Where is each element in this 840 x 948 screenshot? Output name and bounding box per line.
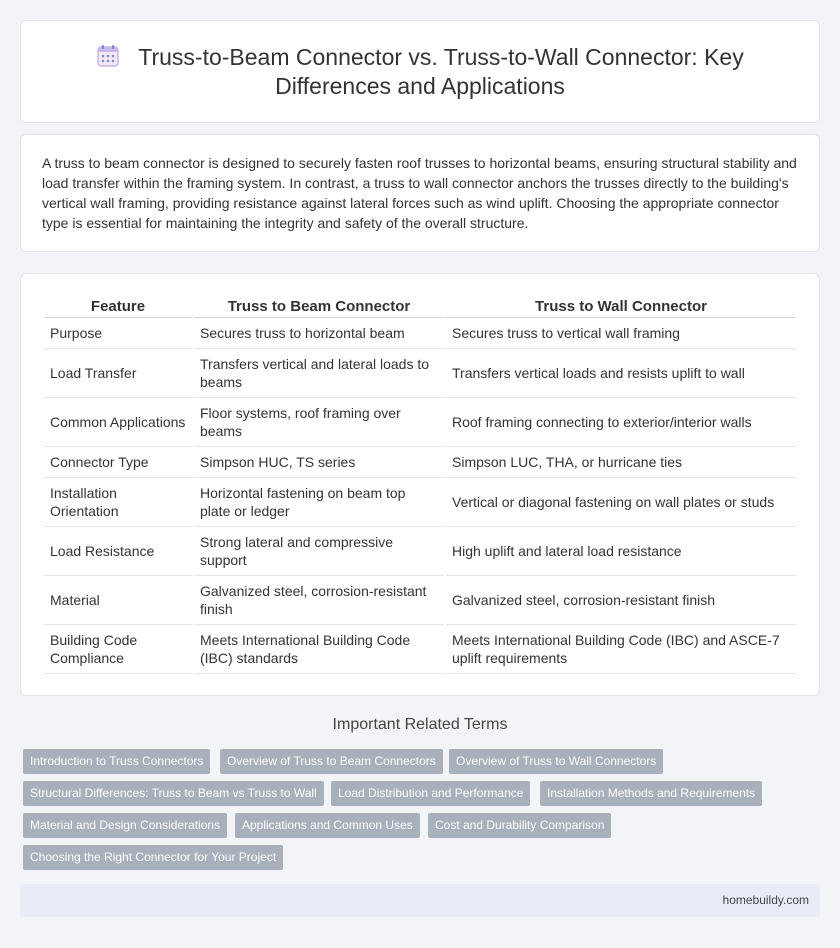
related-term-tag[interactable]: Structural Differences: Truss to Beam vs Truss to Wall bbox=[23, 781, 324, 806]
table-row bbox=[44, 576, 796, 625]
beam-cell: Meets International Building Code (IBC) standards bbox=[194, 625, 444, 674]
wall-cell: Vertical or diagonal fastening on wall plates or studs bbox=[446, 478, 796, 527]
comparison-table bbox=[42, 296, 798, 674]
beam-cell: Transfers vertical and lateral loads to beams bbox=[194, 349, 444, 398]
comparison-card bbox=[20, 273, 820, 696]
calendar-icon bbox=[96, 44, 120, 68]
beam-cell: Horizontal fastening on beam top plate or ledger bbox=[194, 478, 444, 527]
related-term-tag[interactable]: Material and Design Considerations bbox=[23, 813, 227, 838]
related-term-tag[interactable]: Overview of Truss to Beam Connectors bbox=[220, 749, 443, 774]
page-title bbox=[21, 43, 819, 101]
feature-cell: Load Resistance bbox=[44, 527, 192, 576]
header-feature: Feature bbox=[44, 296, 192, 318]
feature-cell: Common Applications bbox=[44, 398, 192, 447]
footer bbox=[20, 884, 820, 917]
related-term-tag[interactable]: Load Distribution and Performance bbox=[331, 781, 530, 806]
feature-cell: Material bbox=[44, 576, 192, 625]
feature-cell: Connector Type bbox=[44, 447, 192, 478]
related-term-tag[interactable]: Introduction to Truss Connectors bbox=[23, 749, 210, 774]
beam-cell: Secures truss to horizontal beam bbox=[194, 318, 444, 349]
related-term-tag[interactable]: Choosing the Right Connector for Your Project bbox=[23, 845, 283, 870]
related-term-tag[interactable]: Installation Methods and Requirements bbox=[540, 781, 762, 806]
table-row bbox=[44, 398, 796, 447]
beam-cell: Strong lateral and compressive support bbox=[194, 527, 444, 576]
table-row bbox=[44, 318, 796, 349]
table-row bbox=[44, 478, 796, 527]
related-term-tag[interactable]: Overview of Truss to Wall Connectors bbox=[449, 749, 663, 774]
wall-cell: Simpson LUC, THA, or hurricane ties bbox=[446, 447, 796, 478]
related-terms-title: Important Related Terms bbox=[332, 716, 508, 733]
beam-cell: Galvanized steel, corrosion-resistant finish bbox=[194, 576, 444, 625]
header-truss-to-wall: Truss to Wall Connector bbox=[446, 296, 796, 318]
feature-cell: Installation Orientation bbox=[44, 478, 192, 527]
beam-cell: Simpson HUC, TS series bbox=[194, 447, 444, 478]
wall-cell: Meets International Building Code (IBC) and ASCE-7 uplift requirements bbox=[446, 625, 796, 674]
footer-site[interactable]: homebuildy.com bbox=[722, 893, 809, 907]
intro-card bbox=[20, 134, 820, 252]
feature-cell: Load Transfer bbox=[44, 349, 192, 398]
related-term-tag[interactable]: Applications and Common Uses bbox=[235, 813, 420, 838]
wall-cell: High uplift and lateral load resistance bbox=[446, 527, 796, 576]
table-header-row bbox=[44, 296, 796, 318]
title-card bbox=[20, 20, 820, 123]
intro-paragraph: A truss to beam connector is designed to securely fasten roof trusses to horizontal beams, ensuring structural stability and load transfer within the framing system. In contrast, a truss to wall connector anchors the trusses directly to the building's vertical wall framing, providing resistance against lateral forces such as wind uplift. Choosing the appropriate connector type is essential for maintaining the integrity and safety of the overall structure. bbox=[42, 155, 797, 231]
feature-cell: Building Code Compliance bbox=[44, 625, 192, 674]
table-row bbox=[44, 447, 796, 478]
table-row bbox=[44, 625, 796, 674]
table-row bbox=[44, 527, 796, 576]
header-truss-to-beam: Truss to Beam Connector bbox=[194, 296, 444, 318]
wall-cell: Transfers vertical loads and resists uplift to wall bbox=[446, 349, 796, 398]
page-title-text: Truss-to-Beam Connector vs. Truss-to-Wall Connector: Key Differences and Applications bbox=[138, 44, 744, 99]
wall-cell: Roof framing connecting to exterior/interior walls bbox=[446, 398, 796, 447]
wall-cell: Secures truss to vertical wall framing bbox=[446, 318, 796, 349]
beam-cell: Floor systems, roof framing over beams bbox=[194, 398, 444, 447]
feature-cell: Purpose bbox=[44, 318, 192, 349]
table-row bbox=[44, 349, 796, 398]
wall-cell: Galvanized steel, corrosion-resistant finish bbox=[446, 576, 796, 625]
related-term-tag[interactable]: Cost and Durability Comparison bbox=[428, 813, 611, 838]
